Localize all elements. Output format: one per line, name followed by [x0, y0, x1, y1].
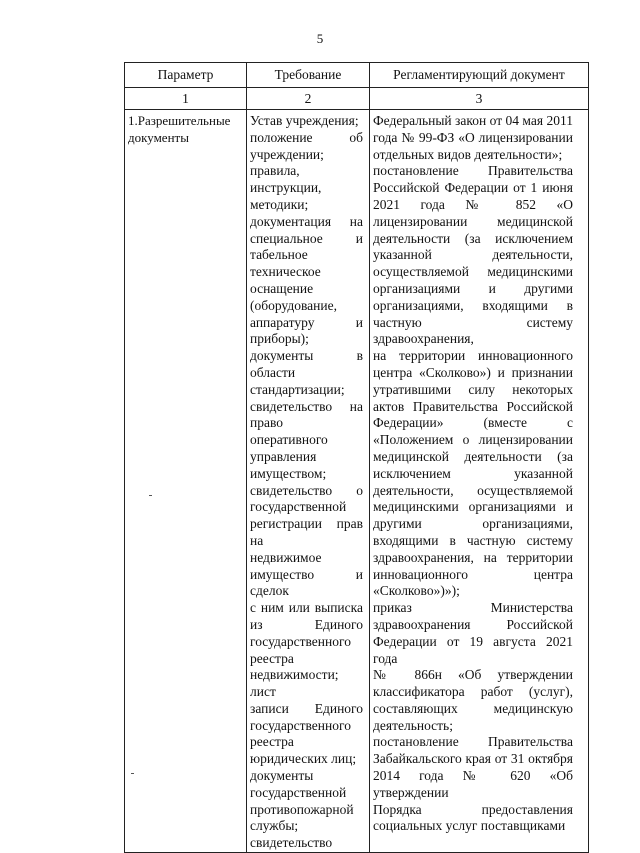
text-line: деятельности, осуществляемой — [373, 482, 573, 498]
text-line: социальных услуг поставщиками — [373, 818, 566, 834]
text-line: другими организациями, — [373, 516, 573, 532]
text-line: приборы); — [250, 331, 309, 347]
text-line: Федерации от 19 августа 2021 года — [373, 633, 573, 666]
table-row — [125, 110, 589, 853]
header-requirement: Требование — [247, 63, 370, 88]
text-line: 2014 года № 620 «Об утверждении — [373, 768, 573, 800]
text-line: с ним или выписка — [250, 600, 363, 616]
column-number-row — [125, 88, 589, 110]
text-line: классификатора работ (услуг), — [373, 684, 573, 700]
text-line: 2021 года № 852 «О — [373, 196, 573, 212]
text-line: недвижимости; лист — [250, 667, 339, 700]
text-line: право оперативного — [250, 415, 328, 448]
text-line: частную систему здравоохранения, — [373, 314, 573, 347]
text-line: здравоохранения, на территории — [373, 549, 573, 565]
text-line: на территории инновационного — [373, 348, 573, 364]
text-line: приказ Министерства — [373, 600, 573, 616]
text-line: лицензировании медицинской — [373, 213, 573, 229]
regulation-table — [124, 62, 589, 853]
text-line: недвижимое — [250, 549, 322, 565]
text-line: организациями, входящими в — [373, 297, 573, 313]
parameter-text: 1.Разрешительные документы — [128, 113, 231, 145]
text-line: постановление Правительства — [373, 163, 573, 179]
text-line: свидетельство о — [250, 482, 363, 498]
document-text — [373, 113, 573, 835]
text-line: записи Единого — [250, 700, 363, 716]
column-number-2: 2 — [247, 88, 370, 110]
header-document: Регламентирующий документ — [370, 63, 589, 88]
text-line: утратившими силу некоторых — [373, 381, 573, 397]
text-line: стандартизации; — [250, 381, 345, 397]
text-line: имуществом; — [250, 465, 327, 481]
text-line: года № 99-ФЗ «О лицензировании — [373, 129, 573, 145]
header-parameter: Параметр — [125, 63, 247, 88]
text-line: управления — [250, 448, 317, 464]
text-line: государственного — [250, 717, 351, 733]
parameter-cell — [125, 110, 247, 853]
text-line: здравоохранения Российской — [373, 616, 573, 632]
text-line: Устав учреждения; — [250, 113, 359, 128]
text-line: инновационного центра — [373, 566, 573, 582]
text-line: положение об — [250, 129, 363, 145]
text-line: отдельных видов деятельности»; — [373, 146, 563, 162]
text-line: правила, — [250, 163, 300, 179]
text-line: медицинскими организациями и — [373, 499, 573, 515]
text-line: входящими в частную систему — [373, 532, 573, 548]
text-line: исключением указанной — [373, 465, 573, 481]
text-line: инструкции, — [250, 180, 322, 196]
requirement-text — [250, 113, 363, 852]
text-line: государственного — [250, 633, 351, 649]
text-line: деятельность; — [373, 717, 453, 733]
text-line: Порядка предоставления — [373, 801, 573, 817]
text-line: из Единого — [250, 616, 363, 632]
text-line: Федерации» (вместе с — [373, 415, 573, 431]
text-line: центра «Сколково») и признании — [373, 364, 573, 380]
text-line: документы в — [250, 348, 363, 364]
text-line: свидетельство — [250, 835, 333, 851]
page-number: 5 — [316, 31, 324, 46]
text-line: службы; — [250, 818, 299, 834]
text-line: регистрации прав на — [250, 516, 363, 548]
column-number-3: 3 — [370, 88, 589, 110]
text-line: документация на — [250, 213, 363, 229]
text-line: организациями и другими — [373, 280, 573, 296]
document-cell — [370, 110, 589, 853]
text-line: оснащение — [250, 280, 314, 296]
text-line: противопожарной — [250, 801, 354, 817]
text-line: методики; — [250, 196, 309, 212]
text-line: указанной деятельности, — [373, 247, 573, 263]
text-line: государственной — [250, 784, 347, 800]
text-line: Забайкальского края от 31 октября — [373, 751, 573, 767]
header-row — [125, 63, 589, 88]
text-line: реестра — [250, 734, 294, 750]
text-line: актов Правительства Российской — [373, 398, 573, 414]
text-line: медицинской деятельности (за — [373, 448, 573, 464]
scan-speck — [149, 495, 152, 496]
text-line: техническое — [250, 264, 321, 280]
text-line: постановление Правительства — [373, 734, 573, 750]
text-line: Российской Федерации от 1 июня — [373, 180, 573, 196]
text-line: аппаратуру и — [250, 314, 363, 330]
text-line: области — [250, 364, 296, 380]
text-line: специальное и — [250, 230, 363, 246]
text-line: «Положением о лицензировании — [373, 432, 573, 448]
text-line: имущество и сделок — [250, 566, 363, 599]
requirement-cell — [247, 110, 370, 853]
text-line: деятельности (за исключением — [373, 230, 573, 246]
text-line: свидетельство на — [250, 398, 363, 414]
text-line: табельное — [250, 247, 308, 263]
text-line: (оборудование, — [250, 297, 337, 313]
text-line: Федеральный закон от 04 мая 2011 — [373, 113, 573, 128]
column-number-1: 1 — [125, 88, 247, 110]
text-line: документы — [250, 768, 314, 784]
text-line: осуществляемой медицинскими — [373, 264, 573, 280]
text-line: «Сколково»)»); — [373, 583, 460, 599]
text-line: реестра — [250, 650, 294, 666]
text-line: составляющих медицинскую — [373, 700, 573, 716]
text-line: государственной — [250, 499, 347, 515]
text-line: № 866н «Об утверждении — [373, 667, 573, 683]
text-line: учреждении; — [250, 146, 324, 162]
text-line: юридических лиц; — [250, 751, 357, 767]
scan-speck — [131, 773, 134, 774]
